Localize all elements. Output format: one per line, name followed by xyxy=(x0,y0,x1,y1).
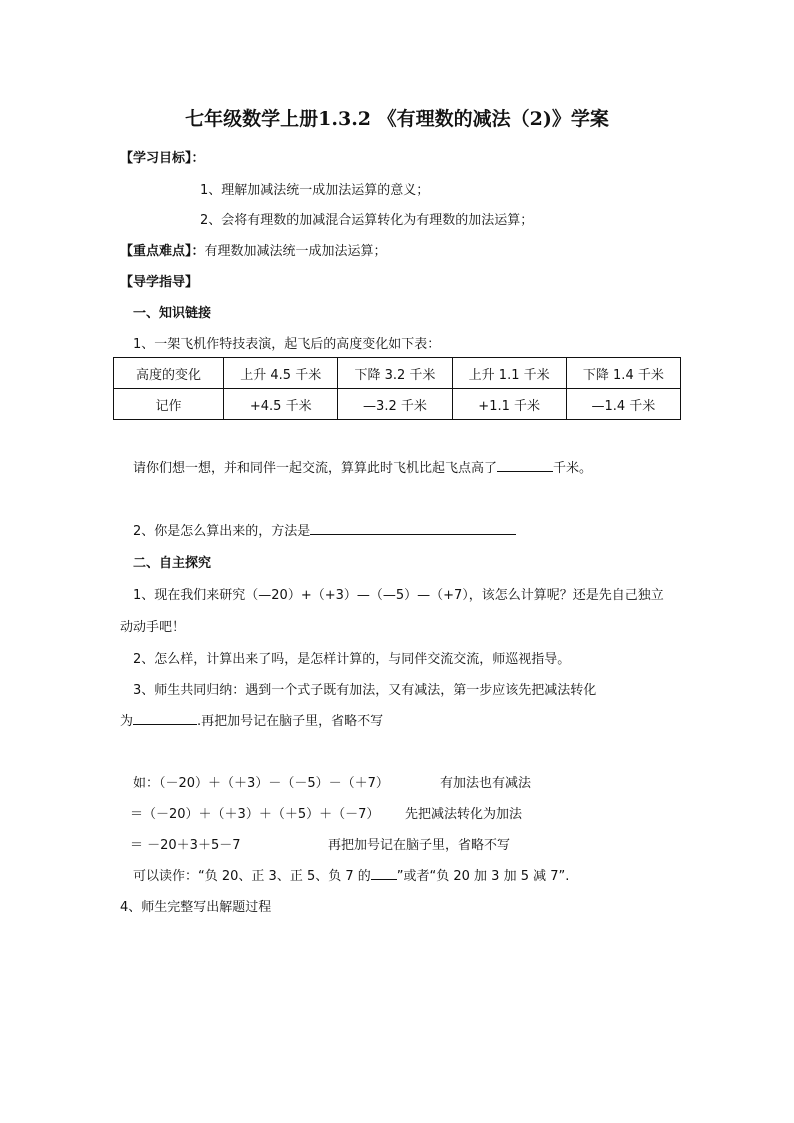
table-cell: 下降 3.2 千米 xyxy=(338,358,452,389)
knowledge-link-heading: 一、知识链接 xyxy=(133,306,212,321)
table-cell: —1.4 千米 xyxy=(566,389,680,420)
q3-prefix: 为 xyxy=(120,714,134,729)
explore-question-4: 4、师生完整写出解题过程 xyxy=(120,900,272,915)
self-exploration-heading: 二、自主探究 xyxy=(133,556,212,571)
table-row xyxy=(114,389,681,420)
think-unit: 千米。 xyxy=(553,461,593,476)
explore-question-3-line1: 3、师生共同归纳：遇到一个式子既有加法，又有减法，第一步应该先把减法转化 xyxy=(133,683,597,698)
key-points-text: 有理数加减法统一成加法运算； xyxy=(204,244,387,259)
think-question xyxy=(133,457,592,476)
think-text: 请你们想一想，并和同伴一起交流，算算此时飞机比起飞点高了 xyxy=(133,461,498,476)
explore-question-1-line1: 1、现在我们来研究（—20）+（+3）—（—5）—（+7），该怎么计算呢？还是先自己独立 xyxy=(133,588,664,603)
example-line-2-note: 先把减法转化为加法 xyxy=(405,807,523,822)
objectives-heading: 【学习目标】： xyxy=(120,151,205,166)
example-line-1-expr: 如：（－20）＋（＋3）－（－5）－（＋7） xyxy=(133,776,389,791)
example-line-2-expr: ＝（－20）＋（＋3）＋（＋5）＋（－7） xyxy=(130,807,380,822)
answer-blank[interactable] xyxy=(497,457,553,472)
key-points-heading: 【重点难点】： xyxy=(120,244,205,259)
page-title: 七年级数学上册1.3.2 《有理数的减法（2)》学案 xyxy=(185,108,609,130)
key-points-line xyxy=(120,240,387,259)
guide-heading: 【导学指导】 xyxy=(120,275,199,290)
altitude-change-table xyxy=(113,357,681,420)
table-row xyxy=(114,358,681,389)
table-cell: 记作 xyxy=(114,389,224,420)
table-cell: 高度的变化 xyxy=(114,358,224,389)
method-answer-blank[interactable] xyxy=(310,520,516,535)
question-1-text: 1、一架飞机作特技表演，起飞后的高度变化如下表： xyxy=(133,337,441,352)
table-cell: 上升 1.1 千米 xyxy=(452,358,566,389)
reading-blank[interactable] xyxy=(371,865,397,880)
reading-text: 可以读作：“负 20、正 3、正 5、负 7 的 xyxy=(133,869,371,884)
objective-item-1: 1、理解加减法统一成加法运算的意义； xyxy=(200,183,430,198)
table-cell: —3.2 千米 xyxy=(338,389,452,420)
q3-suffix: .再把加号记在脑子里，省略不写 xyxy=(197,714,384,729)
explore-question-3-line2 xyxy=(120,710,383,729)
explore-question-1-line2: 动动手吧！ xyxy=(120,620,186,635)
method-text: 2、你是怎么算出来的，方法是 xyxy=(133,524,311,539)
example-line-3-note: 再把加号记在脑子里，省略不写 xyxy=(328,838,511,853)
explore-question-2: 2、怎么样，计算出来了吗，是怎样计算的，与同伴交流交流，师巡视指导。 xyxy=(133,652,571,667)
reading-line xyxy=(133,865,569,884)
method-question xyxy=(133,520,516,539)
table-cell: 下降 1.4 千米 xyxy=(566,358,680,389)
table-cell: 上升 4.5 千米 xyxy=(224,358,338,389)
table-cell: +1.1 千米 xyxy=(452,389,566,420)
example-line-1-note: 有加法也有减法 xyxy=(440,776,532,791)
conversion-blank[interactable] xyxy=(133,710,197,725)
objective-item-2: 2、会将有理数的加减混合运算转化为有理数的加法运算； xyxy=(200,213,534,228)
reading-text-end: ”或者“负 20 加 3 加 5 减 7”. xyxy=(396,869,570,884)
table-cell: +4.5 千米 xyxy=(224,389,338,420)
example-line-3-expr: ＝ －20＋3＋5－7 xyxy=(130,838,241,853)
